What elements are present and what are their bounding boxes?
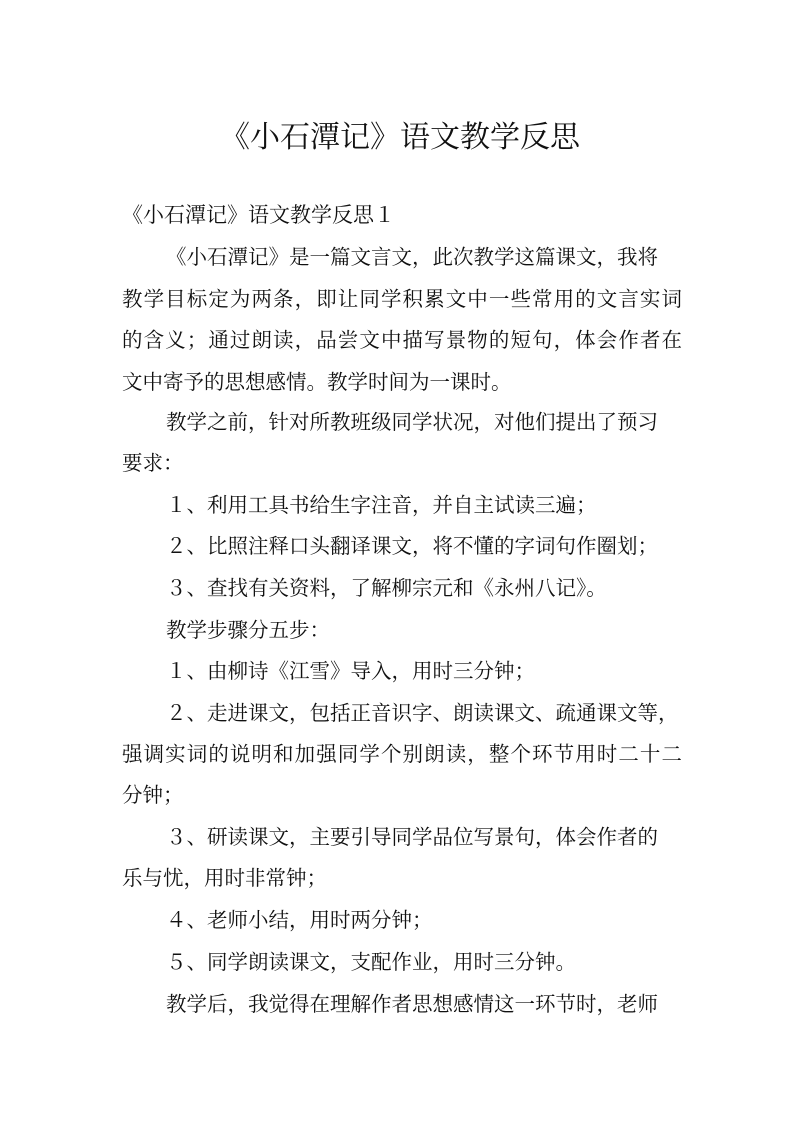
list-item: １、利用工具书给生字注音，并自主试读三遍； (166, 493, 597, 517)
list-item: ２、走进课文，包括正音识字、朗读课文、疏通课文等， (166, 701, 679, 725)
list-item: １、由柳诗《江雪》导入，用时三分钟； (166, 659, 535, 683)
list-item: ５、同学朗读课文，支配作业，用时三分钟。 (166, 950, 576, 974)
list-item: ３、查找有关资料，了解柳宗元和《永州八记》。 (166, 576, 607, 600)
list-item: ２、比照注释口头翻译课文，将不懂的字词句作圈划； (166, 534, 658, 558)
paragraph-line: 要求： (122, 451, 184, 475)
paragraph-line: 的含义；通过朗读，品尝文中描写景物的短句，体会作者在 (122, 328, 682, 352)
paragraph-line: 教学后，我觉得在理解作者思想感情这一环节时，老师 (166, 992, 658, 1016)
section-heading: 《小石潭记》语文教学反思１ (122, 203, 395, 227)
paragraph-line: 《小石潭记》是一篇文言文，此次教学这篇课文，我将 (166, 245, 658, 269)
list-item-continuation: 分钟； (122, 783, 184, 807)
paragraph-line: 文中寄予的思想感情。教学时间为一课时。 (122, 370, 512, 394)
list-item: ３、研读课文，主要引导同学品位写景句，体会作者的 (166, 825, 658, 849)
paragraph-line: 教学之前，针对所教班级同学状况，对他们提出了预习 (166, 410, 658, 434)
paragraph-line: 教学步骤分五步： (166, 618, 330, 642)
list-item-continuation: 乐与忧，用时非常钟； (122, 866, 327, 890)
list-item: ４、老师小结，用时两分钟； (166, 908, 433, 932)
document-title: 《小石潭记》语文教学反思 (220, 120, 580, 155)
list-item-continuation: 强调实词的说明和加强同学个别朗读，整个环节用时二十二 (122, 742, 682, 766)
paragraph-line: 教学目标定为两条，即让同学积累文中一些常用的文言实词 (122, 287, 682, 311)
